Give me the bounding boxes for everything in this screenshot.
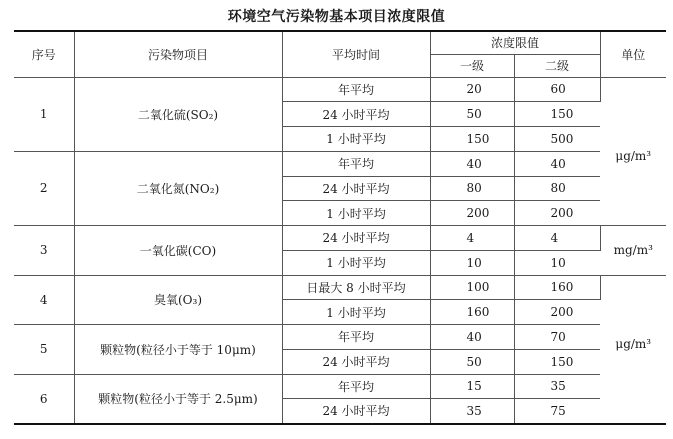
grade1-value: 35: [430, 399, 514, 424]
table-row: [14, 77, 666, 102]
grade2-value: 75: [550, 403, 566, 418]
header-pollutant: 污染物项目: [74, 31, 282, 77]
row-number: 6: [14, 374, 74, 424]
unit-cell: μg/m³: [600, 77, 666, 226]
avg-time-cell: 24 小时平均: [282, 349, 430, 374]
header-limit: 浓度限值: [430, 31, 600, 54]
avg-time-cell: 日最大 8 小时平均: [282, 275, 430, 300]
row-number: 1: [14, 77, 74, 151]
avg-time-cell: 年平均: [282, 325, 430, 350]
grade2-value: 10: [514, 250, 600, 275]
table-row: [14, 151, 666, 176]
grade1-value: 200: [430, 201, 514, 226]
pollutant-name: 颗粒物(粒径小于等于 2.5μm): [74, 374, 282, 424]
grade2-value: 160: [514, 275, 600, 300]
avg-time-cell: 24 小时平均: [282, 399, 430, 424]
avg-time-cell: 1 小时平均: [282, 300, 430, 325]
grade2-value: 200: [514, 300, 600, 325]
grade1-value: 160: [430, 300, 514, 325]
grade1-value: 50: [430, 102, 514, 127]
grade2-value: 80: [514, 176, 600, 201]
avg-time-cell: 1 小时平均: [282, 201, 430, 226]
grade1-value: 20: [430, 77, 514, 102]
grade1-value: 100: [430, 275, 514, 300]
table-row: [14, 374, 666, 399]
pollutant-limits-table: [14, 30, 666, 425]
unit-cell: μg/m³: [600, 275, 666, 424]
table-row: [14, 275, 666, 300]
grade1-value: 40: [430, 325, 514, 350]
header-unit: 单位: [600, 31, 666, 77]
grade1-value: 15: [430, 374, 514, 399]
grade2-value: 35: [514, 374, 600, 399]
table-title: 环境空气污染物基本项目浓度限值: [227, 9, 446, 25]
grade1-value: 80: [430, 176, 514, 201]
pollutant-name: 一氧化碳(CO): [74, 226, 282, 276]
grade2-value: 40: [514, 151, 600, 176]
grade2-value: 150: [514, 349, 600, 374]
header-no: 序号: [14, 31, 74, 77]
unit-cell: mg/m³: [600, 226, 666, 276]
grade1-value: 50: [430, 349, 514, 374]
grade1-value: 150: [430, 127, 514, 152]
avg-time-cell: 24 小时平均: [282, 176, 430, 201]
grade1-value: 4: [430, 226, 514, 251]
row-number: 2: [14, 151, 74, 225]
row-number: 4: [14, 275, 74, 325]
grade2-value: 500: [514, 127, 600, 152]
grade2-value: 200: [514, 201, 600, 226]
table-row: [14, 325, 666, 350]
grade2-value: 60: [514, 77, 600, 102]
grade2-value: 150: [514, 102, 600, 127]
avg-time-cell: 24 小时平均: [282, 226, 430, 251]
header-grade2: 二级: [514, 54, 600, 77]
header-avg-time: 平均时间: [282, 31, 430, 77]
avg-time-cell: 年平均: [282, 77, 430, 102]
table-row: [14, 226, 666, 251]
pollutant-name: 颗粒物(粒径小于等于 10μm): [74, 325, 282, 375]
grade2-value: 4: [514, 226, 600, 251]
avg-time-cell: 1 小时平均: [282, 127, 430, 152]
avg-time-cell: 年平均: [282, 151, 430, 176]
grade1-value: 40: [430, 151, 514, 176]
grade2-value: 70: [514, 325, 600, 350]
pollutant-name: 二氧化硫(SO₂): [74, 77, 282, 151]
header-grade1: 一级: [430, 54, 514, 77]
avg-time-cell: 24 小时平均: [282, 102, 430, 127]
pollutant-name: 二氧化氮(NO₂): [74, 151, 282, 225]
row-number: 5: [14, 325, 74, 375]
avg-time-cell: 年平均: [282, 374, 430, 399]
pollutant-name: 臭氧(O₃): [74, 275, 282, 325]
avg-time-cell: 1 小时平均: [282, 250, 430, 275]
row-number: 3: [14, 226, 74, 276]
grade1-value: 10: [430, 250, 514, 275]
